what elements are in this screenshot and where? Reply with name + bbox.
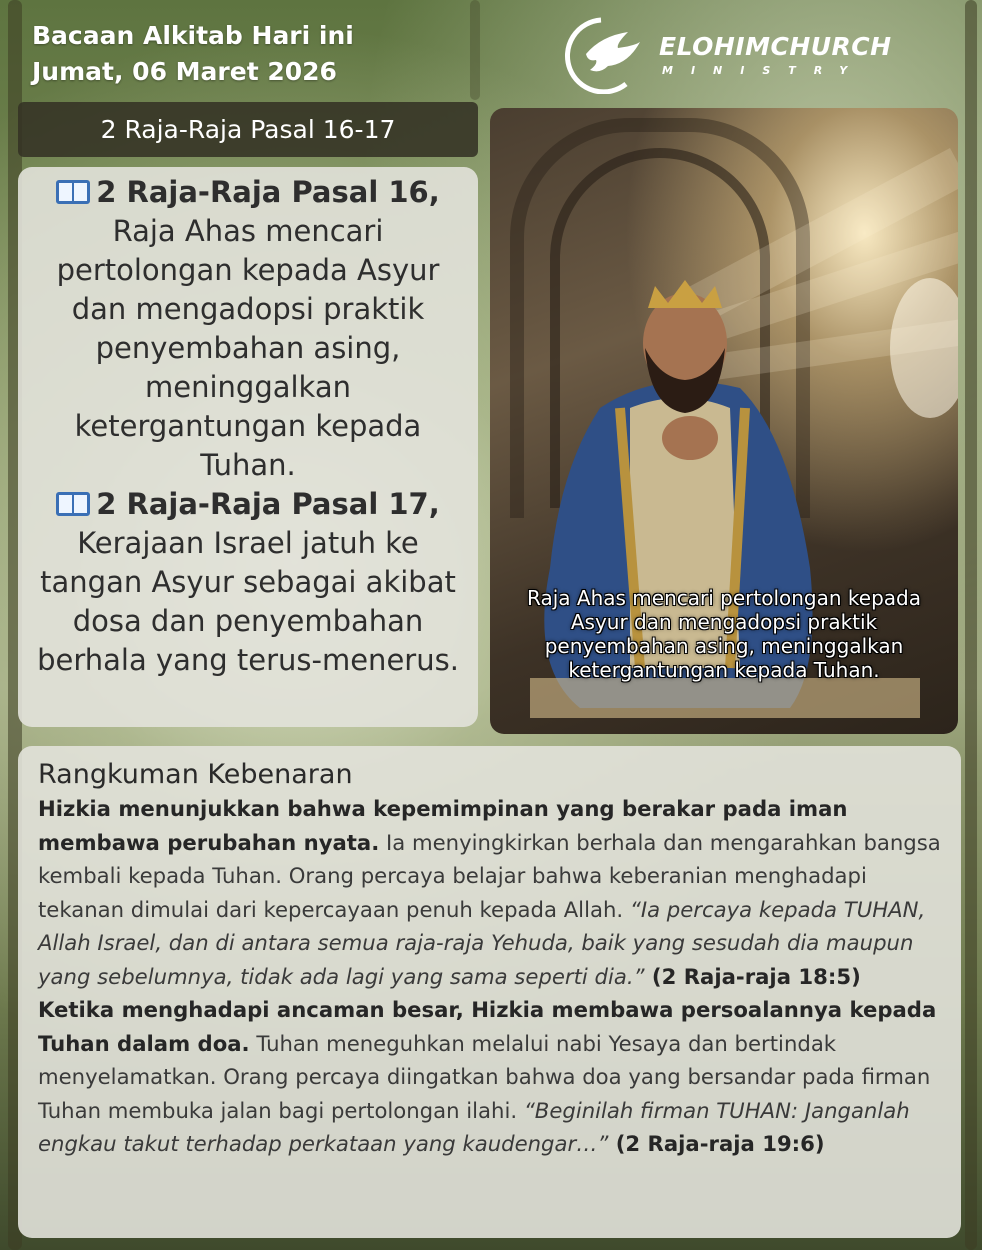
summary-paragraph-1 <box>38 792 941 993</box>
header-title <box>32 18 354 90</box>
tree-trunk <box>470 0 480 100</box>
tree-trunk <box>965 0 977 1250</box>
logo-sub: MINISTRY <box>662 64 866 77</box>
reading-item <box>26 485 470 680</box>
summary-quote: “Ia percaya kepada TUHAN, Allah Israel, dan di antara semua raja-raja Yehuda, baik yang sesudah dia maupun yang sebelumnya, tidak ada lagi yang sama seperti dia.” <box>38 896 926 989</box>
reading-chapter-label: 2 Raja-Raja Pasal 17, <box>96 487 440 521</box>
scripture-reference: (2 Raja-raja 19:6) <box>608 1131 825 1156</box>
dove-circle-icon <box>556 14 646 94</box>
reading-item <box>26 173 470 485</box>
reading-text: Raja Ahas mencari pertolongan kepada Asyur dan mengadopsi praktik penyembahan asing, meninggalkan ketergantungan kepada Tuhan. <box>56 214 440 482</box>
summary-quote: “Beginilah firman TUHAN: Janganlah engkau takut terhadap perkataan yang kaudengar…” <box>38 1097 910 1156</box>
illustration <box>490 108 958 734</box>
logo-name: ELOHIMCHURCH <box>659 32 892 61</box>
reading-card <box>18 167 478 727</box>
reading-chapter <box>56 487 440 521</box>
summary-title: Rangkuman Kebenaran <box>38 759 353 790</box>
open-book-icon <box>56 492 90 516</box>
summary-highlight: Ketika menghadapi ancaman besar, Hizkia membawa persoalannya kepada Tuhan dalam doa. <box>38 997 937 1056</box>
chapter-range: 2 Raja-Raja Pasal 16-17 <box>18 102 478 157</box>
summary-card <box>18 746 961 1238</box>
summary-body: Tuhan meneguhkan melalui nabi Yesaya dan bertindak menyelamatkan. Orang percaya diingatkan bahwa doa yang bersandar pada firman Tuhan membuka jalan bagi pertolongan ilahi. <box>38 1030 931 1123</box>
summary-paragraph-2 <box>38 993 941 1161</box>
summary-highlight: Hizkia menunjukkan bahwa kepemimpinan yang berakar pada iman membawa perubahan nyata. <box>38 796 848 855</box>
open-book-icon <box>56 180 90 204</box>
reading-chapter <box>56 175 440 209</box>
reading-text: Kerajaan Israel jatuh ke tangan Asyur sebagai akibat dosa dan penyembahan berhala yang terus-menerus. <box>37 526 459 677</box>
scripture-reference: (2 Raja-raja 18:5) <box>644 963 861 989</box>
summary-body: Ia menyingkirkan berhala dan mengarahkan bangsa kembali kepada Tuhan. Orang percaya belajar bahwa keberanian menghadapi tekanan dimulai dari kepercayaan penuh kepada Allah. <box>38 829 941 922</box>
reading-chapter-label: 2 Raja-Raja Pasal 16, <box>96 175 440 209</box>
church-logo <box>556 14 901 94</box>
header-line1: Bacaan Alkitab Hari ini <box>32 21 354 50</box>
image-caption: Raja Ahas mencari pertolongan kepada Asyur dan mengadopsi praktik penyembahan asing, meninggalkan ketergantungan kepada Tuhan. <box>527 586 921 682</box>
header-date: Jumat, 06 Maret 2026 <box>32 57 337 86</box>
